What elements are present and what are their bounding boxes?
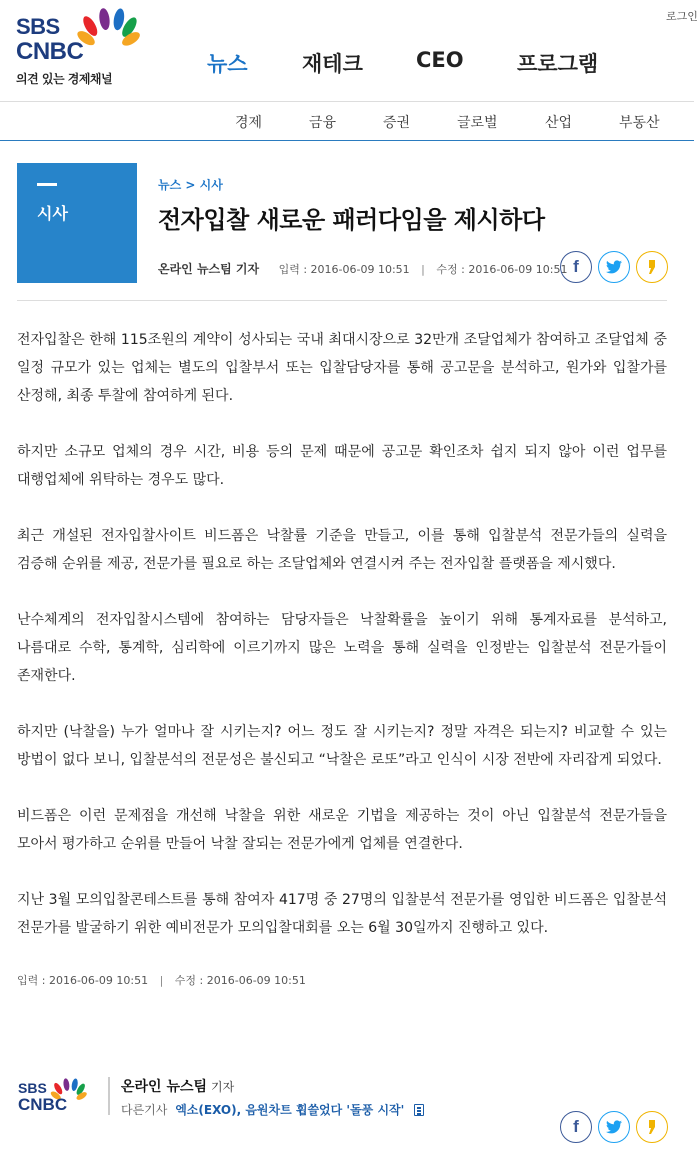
sub-nav-realestate[interactable]: 부동산 <box>619 115 660 131</box>
facebook-share-button[interactable] <box>560 251 592 283</box>
category-label: 시사 <box>37 204 68 223</box>
main-nav-finance[interactable]: 재테크 <box>302 52 363 76</box>
bottom-input-date: 입력 : 2016-06-09 10:51 <box>17 974 149 987</box>
reporter-logo-sbs: SBS <box>18 1080 47 1096</box>
facebook-share-button[interactable] <box>560 1111 592 1143</box>
article-body <box>17 326 667 942</box>
twitter-share-button[interactable] <box>598 1111 630 1143</box>
sub-nav-global[interactable]: 글로벌 <box>457 115 498 131</box>
sub-nav-industry[interactable]: 산업 <box>545 115 573 131</box>
meta-divider <box>17 300 667 301</box>
share-buttons-top <box>560 251 670 285</box>
kakaostory-share-button[interactable] <box>636 251 668 283</box>
article-bottom-meta <box>17 972 306 988</box>
main-nav <box>0 48 694 78</box>
breadcrumb-sub[interactable]: 시사 <box>199 178 223 192</box>
facebook-icon: f <box>573 257 579 276</box>
article-paragraph: 난수체계의 전자입찰시스템에 참여하는 담당자들은 낙찰확률을 높이기 위해 통계자료를 분석하고, 나름대로 수학, 통계학, 심리학에 이르기까지 많은 노력을 통해 실력을 인정받는 입찰분석 전문가들이 존재한다. <box>17 612 667 684</box>
breadcrumb <box>158 176 223 193</box>
article-title: 전자입찰 새로운 패러다임을 제시하다 <box>158 205 545 234</box>
kakaostory-icon <box>647 259 657 275</box>
reporter-name <box>121 1076 234 1096</box>
sub-nav-banking[interactable]: 금융 <box>309 115 337 131</box>
bottom-modified-date: 수정 : 2016-06-09 10:51 <box>174 974 306 987</box>
article-meta <box>158 260 567 276</box>
article-list-icon[interactable] <box>414 1104 424 1116</box>
login-link[interactable]: 로그인 <box>666 10 698 23</box>
modified-date: 수정 : 2016-06-09 10:51 <box>436 263 568 276</box>
reporter-logo-cnbc: CNBC <box>18 1095 68 1114</box>
article-paragraph: 최근 개설된 전자입찰사이트 비드폼은 낙찰률 기준을 만들고, 이를 통해 입찰분석 전문가들의 실력을 검증해 순위를 제공, 전문가를 필요로 하는 조달업체와 연결시켜 주는 전자입찰 플랫폼을 제시했다. <box>17 528 667 572</box>
article-author: 온라인 뉴스팀 기자 <box>158 262 260 276</box>
article-paragraph: 하지만 (낙찰을) 누가 얼마나 잘 시키는지? 어느 정도 잘 시키는지? 정말 자격은 되는지? 비교할 수 있는 방법이 없다 보니, 입찰분석의 전문성은 불신되고 “낙찰은 로또”라고 인식이 시장 전반에 자리잡게 되었다. <box>17 724 667 768</box>
category-bar <box>37 183 57 186</box>
main-nav-program[interactable]: 프로그램 <box>517 52 599 76</box>
category-box <box>17 163 137 283</box>
article-paragraph: 지난 3월 모의입찰콘테스트를 통해 참여자 417명 중 27명의 입찰분석 전문가를 영입한 비드폼은 입찰분석 전문가를 발굴하기 위한 예비전문가 모의입찰대회를 오는 6월 30일까지 진행하고 있다. <box>17 892 667 936</box>
main-nav-news[interactable]: 뉴스 <box>207 52 248 76</box>
twitter-icon <box>606 260 622 274</box>
header-divider <box>0 101 694 102</box>
kakaostory-share-button[interactable] <box>636 1111 668 1143</box>
reporter-logo <box>18 1080 90 1116</box>
breadcrumb-section[interactable]: 뉴스 <box>158 178 182 192</box>
article-paragraph: 하지만 소규모 업체의 경우 시간, 비용 등의 문제 때문에 공고문 확인조차 쉽지 되지 않아 이런 업무를 대행업체에 위탁하는 경우도 많다. <box>17 444 667 488</box>
sub-nav-stocks[interactable]: 증권 <box>383 115 411 131</box>
other-articles-label: 다른기사 <box>121 1103 168 1117</box>
article-paragraph: 비드폼은 이런 문제점을 개선해 낙찰을 위한 새로운 기법을 제공하는 것이 아닌 입찰분석 전문가들을 모아서 평가하고 순위를 만들어 낙찰 잘되는 전문가에게 업체를 연결한다. <box>17 808 667 852</box>
logo-sbs-text: SBS <box>16 14 60 39</box>
twitter-icon <box>606 1120 622 1134</box>
kakaostory-icon <box>647 1119 657 1135</box>
input-date: 입력 : 2016-06-09 10:51 <box>278 263 410 276</box>
other-article-link[interactable]: 엑소(EXO), 음원차트 휩쓸었다 '돌풍 시작' <box>175 1103 405 1117</box>
reporter-other-articles <box>121 1101 424 1118</box>
logo-cnbc-text: CNBC <box>16 38 84 65</box>
facebook-icon: f <box>573 1117 579 1136</box>
bottom-meta-separator: | <box>159 974 164 987</box>
meta-separator: | <box>421 263 425 276</box>
sub-nav <box>0 112 694 134</box>
main-nav-ceo[interactable]: CEO <box>416 48 464 72</box>
breadcrumb-separator: > <box>185 178 196 192</box>
peacock-icon <box>76 8 142 42</box>
sub-nav-underline <box>0 140 694 141</box>
sub-nav-economy[interactable]: 경제 <box>235 115 263 131</box>
reporter-role: 기자 <box>211 1080 235 1094</box>
twitter-share-button[interactable] <box>598 251 630 283</box>
reporter-divider <box>108 1077 110 1115</box>
article-paragraph: 전자입찰은 한해 115조원의 계약이 성사되는 국내 최대시장으로 32만개 조달업체가 참여하고 조달업체 중 일정 규모가 있는 업체는 별도의 입찰부서 또는 입찰담당자를 통해 공고문을 분석하고, 원가와 입찰가를 산정해, 최종 투찰에 참여하게 된다. <box>17 332 667 404</box>
reporter-name-text: 온라인 뉴스팀 <box>121 1079 208 1095</box>
share-buttons-bottom <box>560 1111 670 1145</box>
logo-tagline: 의견 있는 경제채널 <box>16 72 113 86</box>
